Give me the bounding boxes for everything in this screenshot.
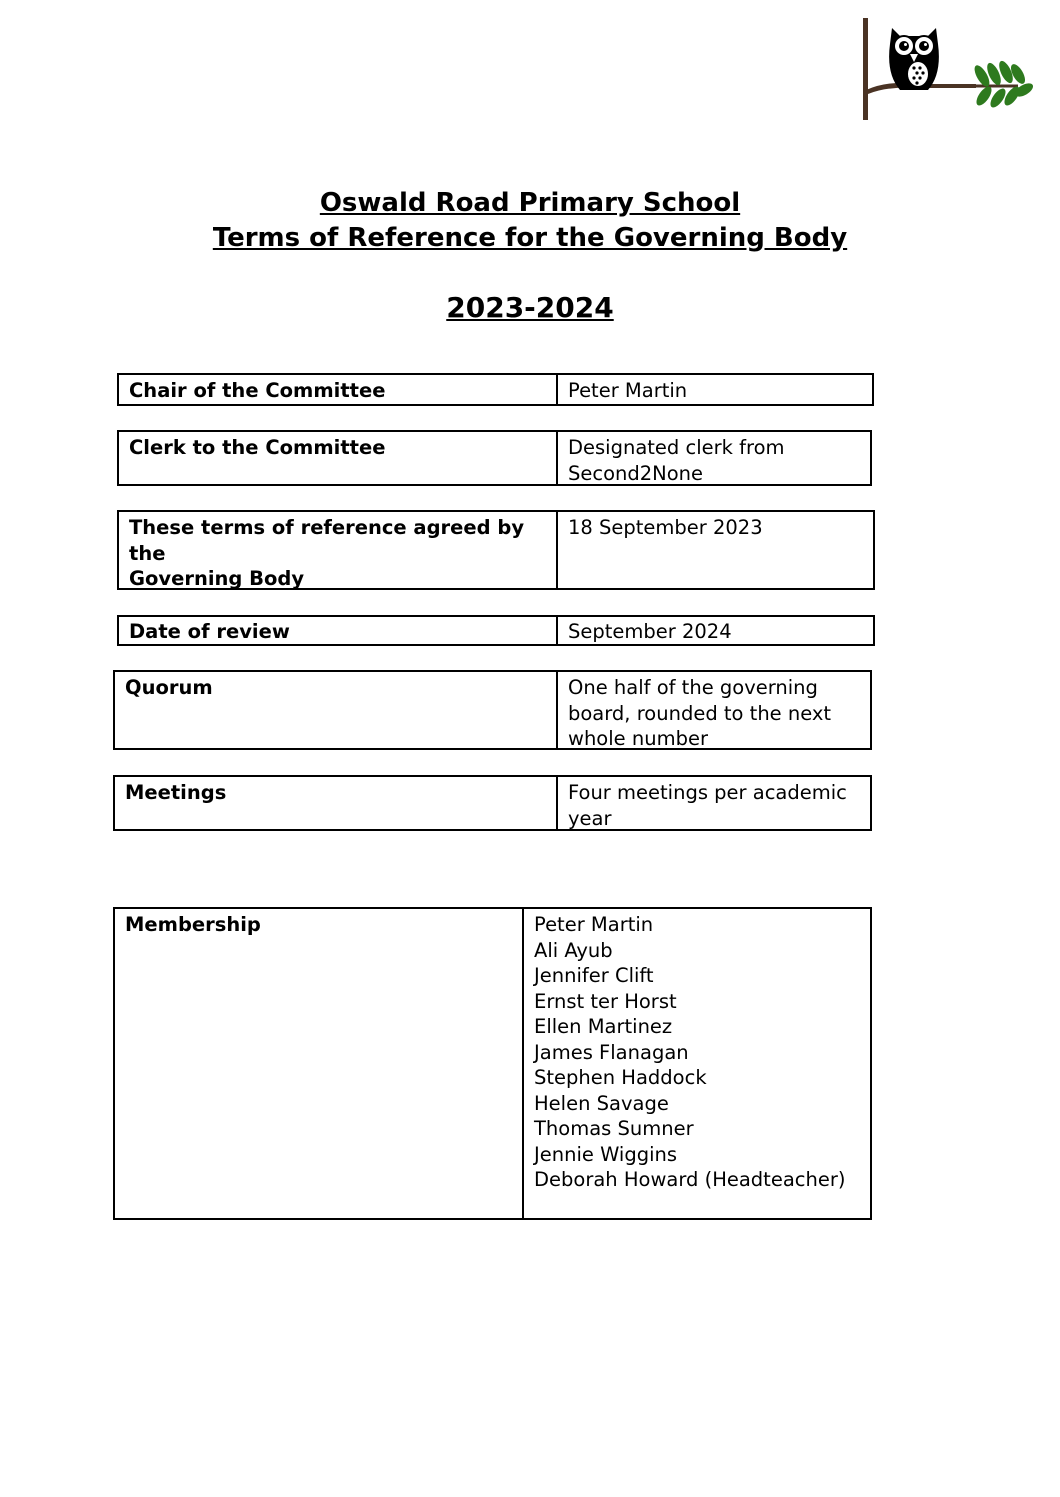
clerk-label: Clerk to the Committee <box>129 436 386 459</box>
member-name: James Flanagan <box>534 1040 689 1064</box>
agreed-row <box>117 510 875 590</box>
member-name: Thomas Sumner <box>534 1117 694 1140</box>
owl-on-branch-icon <box>858 14 1034 124</box>
member-name: Jennifer Clift <box>534 964 654 987</box>
meetings-row <box>113 775 872 831</box>
member-name: Deborah Howard (Headteacher) <box>534 1168 846 1191</box>
member-name: Ernst ter Horst <box>534 989 677 1013</box>
chair-row <box>117 373 874 406</box>
review-value: September 2024 <box>556 617 873 644</box>
member-name: Helen Savage <box>534 1091 669 1115</box>
member-name: Ellen Martinez <box>534 1015 673 1038</box>
quorum-label: Quorum <box>125 676 213 699</box>
chair-value: Peter Martin <box>556 375 872 404</box>
review-label: Date of review <box>129 620 290 643</box>
review-row <box>117 615 875 646</box>
membership-row <box>113 907 872 1220</box>
school-name-heading: Oswald Road Primary School <box>319 188 741 218</box>
clerk-value: Designated clerk from Second2None <box>556 432 870 484</box>
meetings-label: Meetings <box>125 781 227 804</box>
agreed-label: These terms of reference agreed by the Governing Body <box>129 516 525 590</box>
academic-year-heading: 2023-2024 <box>446 291 614 324</box>
membership-label: Membership <box>125 913 261 936</box>
document-title-heading: Terms of Reference for the Governing Body <box>212 223 848 253</box>
member-name: Jennie Wiggins <box>534 1142 678 1166</box>
membership-list <box>522 909 870 1218</box>
member-name: Stephen Haddock <box>534 1066 707 1089</box>
quorum-row <box>113 670 872 750</box>
meetings-value: Four meetings per academic year <box>556 777 870 829</box>
member-name: Peter Martin <box>534 913 654 936</box>
quorum-value: One half of the governing board, rounded to the next whole number <box>556 672 870 748</box>
agreed-value: 18 September 2023 <box>556 512 873 588</box>
clerk-row <box>117 430 872 486</box>
chair-label: Chair of the Committee <box>129 379 386 402</box>
member-name: Ali Ayub <box>534 938 613 962</box>
